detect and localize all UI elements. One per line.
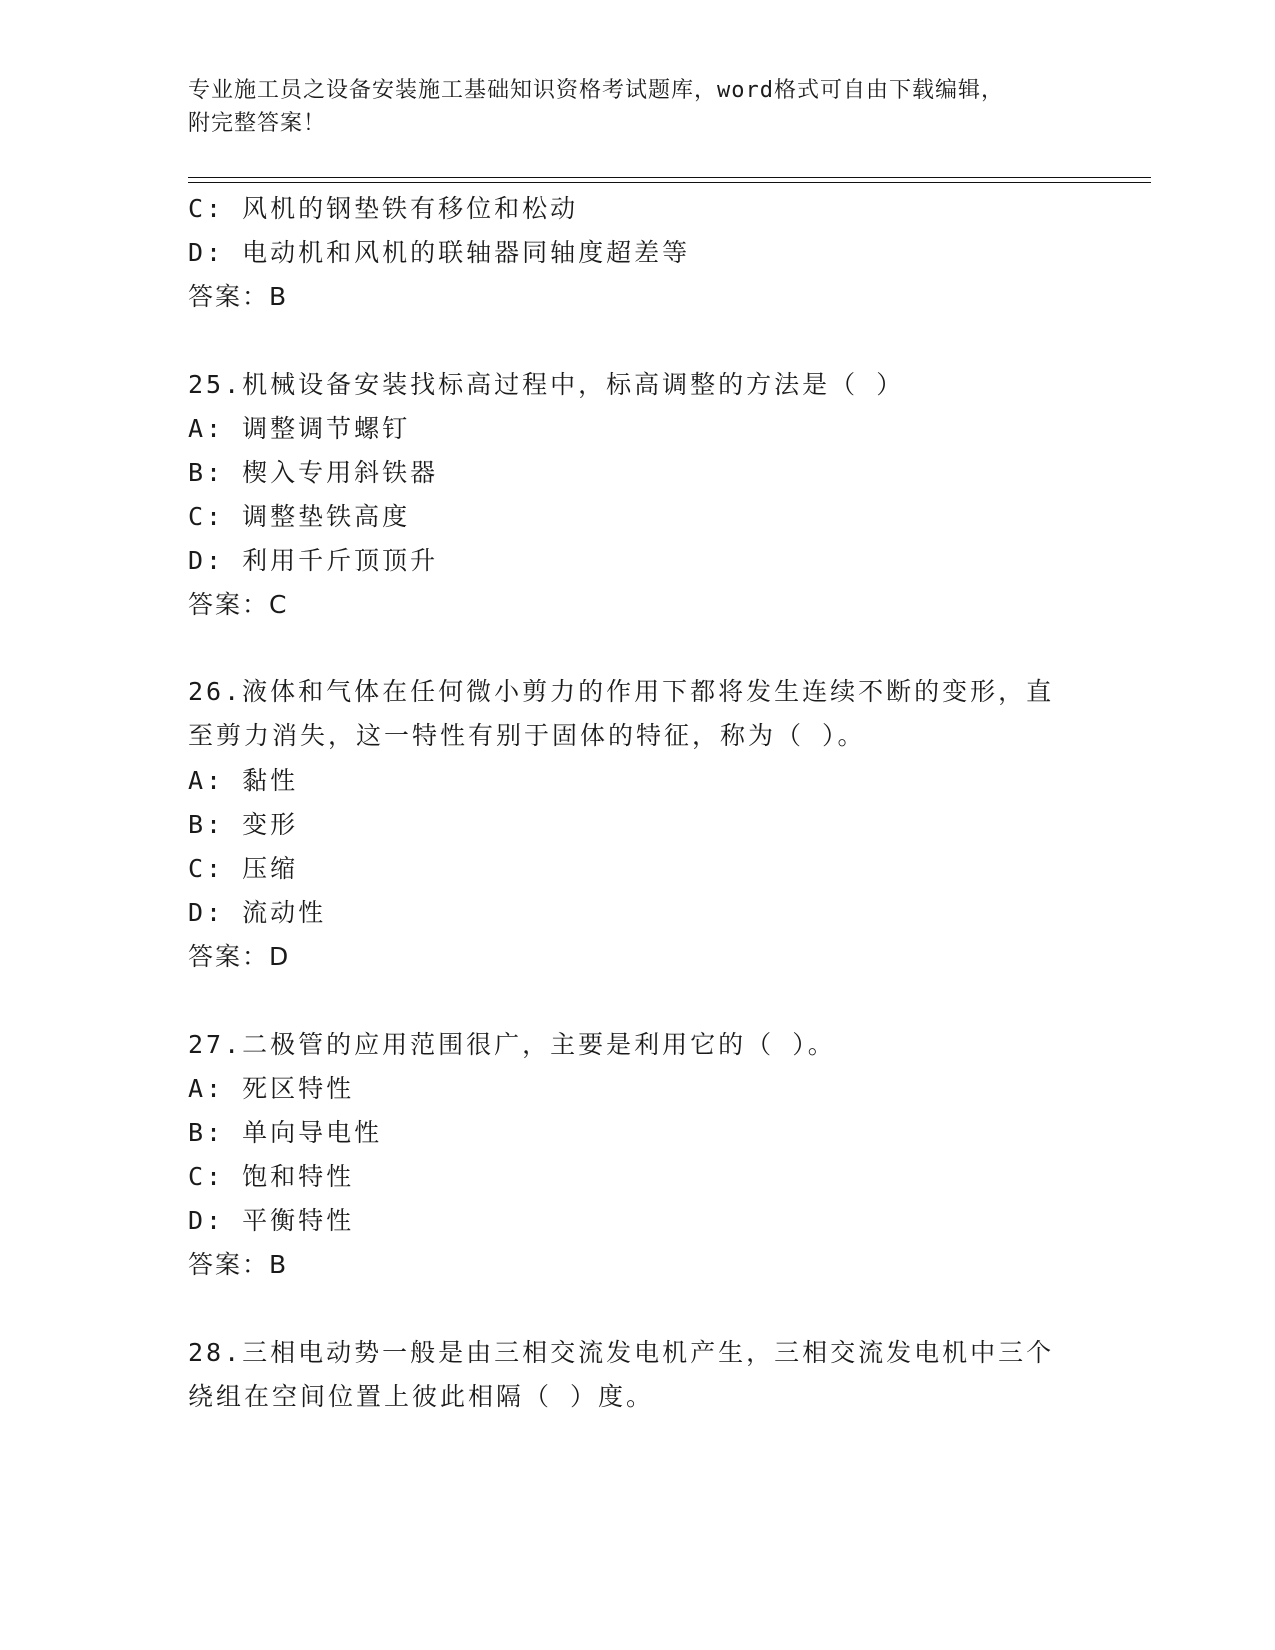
option-a: A: 调整调节螺钉 bbox=[188, 414, 411, 443]
option-d: D: 利用千斤顶顶升 bbox=[188, 546, 439, 575]
option-b: B: 楔入专用斜铁器 bbox=[188, 458, 439, 487]
option-b: B: 单向导电性 bbox=[188, 1118, 383, 1147]
option-c: C: 压缩 bbox=[188, 854, 299, 883]
option-d: D: 流动性 bbox=[188, 898, 327, 927]
option-b: B: 变形 bbox=[188, 810, 299, 839]
answer: 答案：C bbox=[188, 590, 289, 619]
document-header bbox=[188, 74, 1088, 140]
header-divider-bottom bbox=[188, 182, 1151, 183]
option-c: C: 调整垫铁高度 bbox=[188, 502, 411, 531]
question-28-continued: 绕组在空间位置上彼此相隔（ ）度。 bbox=[188, 1382, 655, 1411]
answer: 答案：B bbox=[188, 1250, 289, 1279]
question-25: 25.机械设备安装找标高过程中，标高调整的方法是（ ） bbox=[188, 370, 905, 399]
answer: 答案：D bbox=[188, 942, 291, 971]
question-26-continued: 至剪力消失，这一特性有别于固体的特征，称为（ ）。 bbox=[188, 721, 866, 750]
question-27: 27.二极管的应用范围很广，主要是利用它的（ ）。 bbox=[188, 1030, 836, 1059]
header-divider-top bbox=[188, 177, 1151, 178]
option-c: C: 风机的钢垫铁有移位和松动 bbox=[188, 194, 579, 223]
answer: 答案：B bbox=[188, 282, 289, 311]
header-line-2: 附完整答案！ bbox=[188, 111, 327, 136]
question-28: 28.三相电动势一般是由三相交流发电机产生，三相交流发电机中三个 bbox=[188, 1338, 1055, 1367]
option-c: C: 饱和特性 bbox=[188, 1162, 355, 1191]
question-26: 26.液体和气体在任何微小剪力的作用下都将发生连续不断的变形，直 bbox=[188, 677, 1055, 706]
option-a: A: 黏性 bbox=[188, 766, 299, 795]
option-d: D: 电动机和风机的联轴器同轴度超差等 bbox=[188, 238, 691, 267]
option-d: D: 平衡特性 bbox=[188, 1206, 355, 1235]
header-line-1: 专业施工员之设备安装施工基础知识资格考试题库，word格式可自由下载编辑， bbox=[188, 78, 1004, 103]
option-a: A: 死区特性 bbox=[188, 1074, 355, 1103]
